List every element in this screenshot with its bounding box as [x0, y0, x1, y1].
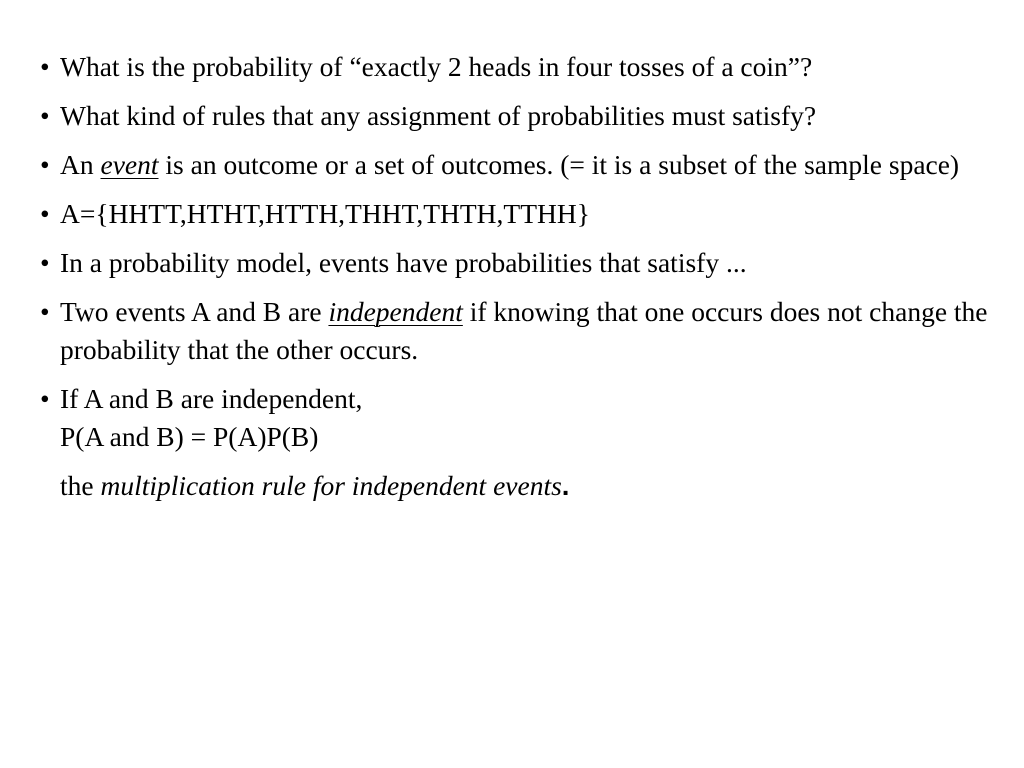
bullet-marker: •	[40, 149, 50, 180]
bullet-item-probability-model	[0, 244, 1024, 282]
rule-term: multiplication rule for independent events	[100, 470, 562, 501]
bullet-text: What kind of rules that any assignment of probabilities must satisfy?	[60, 100, 817, 131]
bullet-marker: •	[40, 51, 50, 82]
rule-period: .	[561, 470, 570, 501]
rule-name-line	[60, 467, 1004, 505]
bullet-text-post: is an outcome or a set of outcomes. (= it is a subset of the sample space)	[158, 149, 960, 180]
term-event: event	[100, 149, 159, 180]
bullet-item-multiplication-rule	[0, 380, 1024, 505]
bullet-item-independent-definition	[0, 293, 1024, 369]
bullet-text: In a probability model, events have probabilities that satisfy ...	[60, 247, 747, 278]
bullet-list	[0, 48, 1024, 505]
bullet-text-line1: If A and B are independent,	[60, 383, 363, 414]
bullet-text: A={HHTT,HTHT,HTTH,THHT,THTH,TTHH}	[60, 198, 590, 229]
bullet-marker: •	[40, 383, 50, 414]
bullet-item-rules-question	[0, 97, 1024, 135]
bullet-marker: •	[40, 198, 50, 229]
bullet-item-coin-question	[0, 48, 1024, 86]
bullet-marker: •	[40, 100, 50, 131]
bullet-item-event-set	[0, 195, 1024, 233]
term-independent: independent	[328, 296, 463, 327]
bullet-text: What is the probability of “exactly 2 heads in four tosses of a coin”?	[60, 51, 813, 82]
rule-prefix: the	[60, 470, 101, 501]
bullet-marker: •	[40, 247, 50, 278]
bullet-marker: •	[40, 296, 50, 327]
bullet-text-pre: Two events A and B are	[60, 296, 329, 327]
formula-line: P(A and B) = P(A)P(B)	[60, 421, 319, 452]
bullet-text-pre: An	[60, 149, 101, 180]
bullet-item-event-definition	[0, 146, 1024, 184]
bullet-text-post: if knowing that one occurs does not change the probability that the other occurs.	[60, 296, 988, 365]
